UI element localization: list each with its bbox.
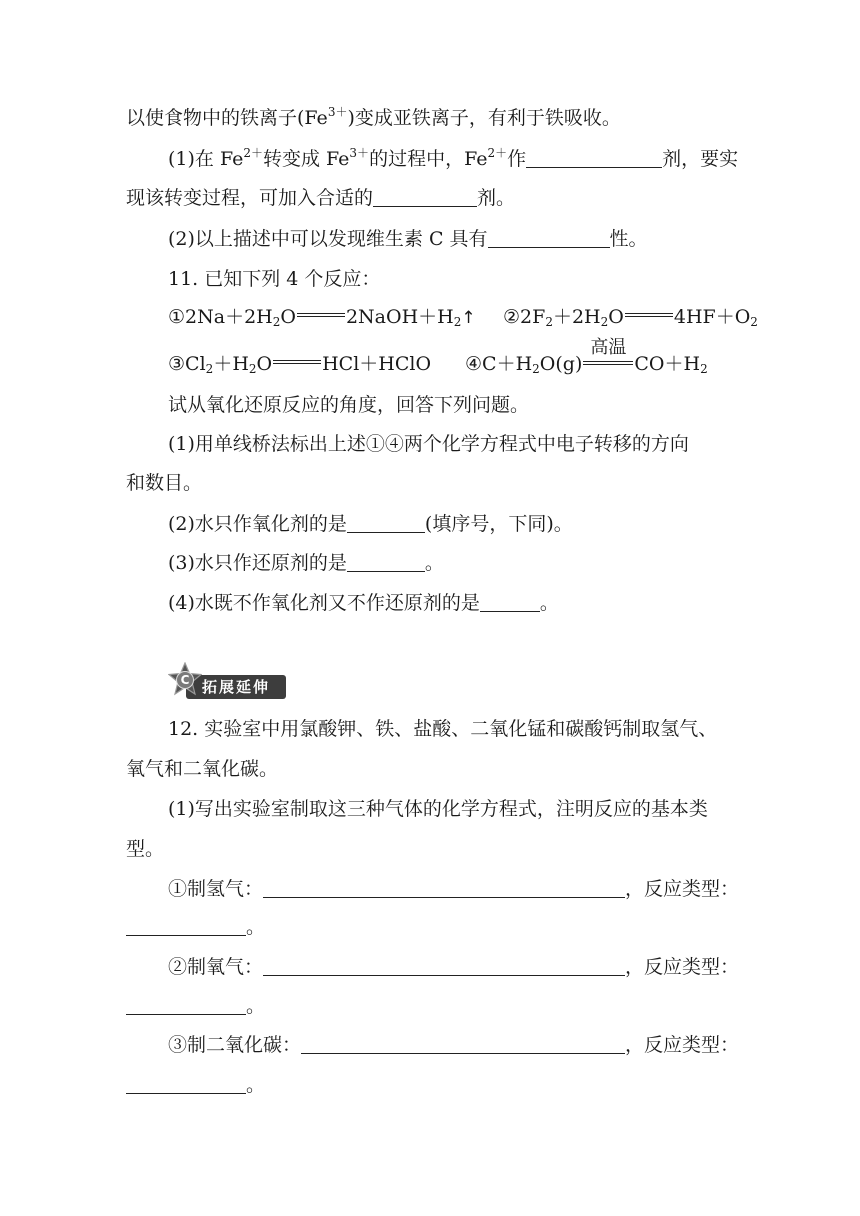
answer-blank[interactable] bbox=[301, 1033, 625, 1054]
equals-sign bbox=[625, 313, 673, 317]
question-11-4: (4)水既不作氧化剂又不作还原剂的是 。 bbox=[168, 592, 559, 614]
answer-blank[interactable] bbox=[347, 551, 425, 572]
equals-sign bbox=[297, 313, 345, 317]
equals-sign bbox=[273, 360, 321, 364]
answer-blank[interactable] bbox=[126, 994, 246, 1015]
q12-item-oxygen-type: 。 bbox=[126, 993, 265, 1019]
answer-blank[interactable] bbox=[526, 147, 662, 168]
question-10-1-line1: (1)在 $Fe^{2+}$转变成 $Fe^{3+}$的过程中，$Fe^{2+}$作 剂，要实 bbox=[168, 146, 739, 170]
question-12-title-line2: 氧气和二氧化碳。 bbox=[126, 758, 279, 780]
question-11-2: (2)水只作氧化剂的是 (填序号，下同)。 bbox=[168, 513, 573, 535]
badge-letter: C bbox=[180, 673, 190, 687]
question-12-1-line1: (1)写出实验室制取这三种气体的化学方程式，注明反应的基本类 bbox=[168, 798, 708, 820]
reaction-2: $②2F_2+2H_2O$ $4HF+O_2$ bbox=[503, 306, 758, 329]
section-badge-extension bbox=[168, 662, 286, 702]
question-11-1-line1: (1)用单线桥法标出上述①④两个化学方程式中电子转移的方向 bbox=[168, 433, 689, 455]
star-icon bbox=[168, 662, 202, 696]
answer-blank[interactable] bbox=[126, 1073, 246, 1094]
q12-item-co2: ③制二氧化碳： ，反应类型： bbox=[168, 1034, 740, 1056]
question-11-intro: 试从氧化还原反应的角度，回答下列问题。 bbox=[168, 394, 530, 416]
question-11-1-line2: 和数目。 bbox=[126, 472, 203, 494]
question-10-1-line2: 现该转变过程，可加入合适的 剂。 bbox=[126, 187, 516, 209]
q12-item-hydrogen-type: 。 bbox=[126, 914, 265, 940]
intro-line: 以使食物中的铁离子$(Fe^{3+})$变成亚铁离子，有利于铁吸收。 bbox=[126, 105, 621, 129]
section-badge-label: 拓展延伸 bbox=[186, 675, 286, 699]
answer-blank[interactable] bbox=[263, 955, 625, 976]
question-12-1-line2: 型。 bbox=[126, 838, 165, 860]
gas-arrow-icon: ↑ bbox=[461, 308, 476, 328]
equals-with-condition: 高温 bbox=[583, 352, 633, 372]
q12-item-oxygen: ②制氧气： ，反应类型： bbox=[168, 956, 740, 978]
answer-blank[interactable] bbox=[263, 877, 625, 898]
q12-item-co2-type: 。 bbox=[126, 1072, 265, 1098]
reaction-3: $③Cl_2+H_2O$ HCl＋HClO bbox=[168, 353, 432, 376]
question-10-2: (2)以上描述中可以发现维生素 C 具有 性。 bbox=[168, 228, 648, 250]
answer-blank[interactable] bbox=[347, 512, 425, 533]
question-11-3: (3)水只作还原剂的是 。 bbox=[168, 552, 444, 574]
answer-blank[interactable] bbox=[488, 227, 610, 248]
question-11-title: 11. 已知下列 4 个反应： bbox=[168, 268, 381, 290]
answer-blank[interactable] bbox=[480, 591, 540, 612]
question-12-title-line1: 12. 实验室中用氯酸钾、铁、盐酸、二氧化锰和碳酸钙制取氢气、 bbox=[168, 718, 718, 740]
answer-blank[interactable] bbox=[373, 186, 477, 207]
q12-item-hydrogen: ①制氢气： ，反应类型： bbox=[168, 878, 740, 900]
answer-blank[interactable] bbox=[126, 915, 246, 936]
reaction-4: $④C+H_2O(g)$ 高温 $CO+H_2$ bbox=[465, 337, 708, 376]
reaction-1: $①2Na+2H_2O$ $2NaOH+H_2↑$ bbox=[168, 306, 476, 329]
